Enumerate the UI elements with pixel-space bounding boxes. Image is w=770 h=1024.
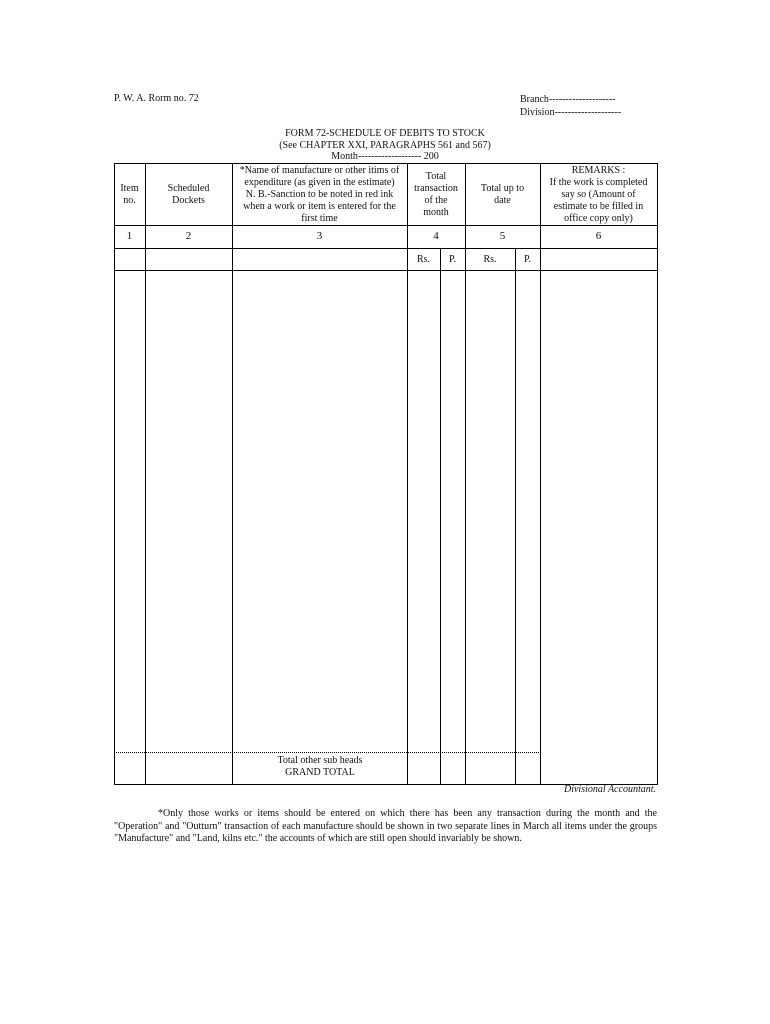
header-text: Item (120, 183, 139, 194)
header-text: Total up to (480, 183, 525, 194)
header-text: N. B.-Sanction to be noted in red ink (245, 189, 394, 200)
col-5-rupees-label: Rs. (483, 254, 497, 265)
form-number: P. W. A. Rorm no. 72 (114, 93, 199, 104)
col-number-1: 1 (126, 230, 133, 242)
units-row-line (114, 270, 658, 271)
header-text: say so (Amount of (561, 189, 636, 200)
col-number-6: 6 (595, 230, 602, 242)
footnote (114, 808, 657, 846)
header-text: first time (301, 213, 338, 224)
col-number-4: 4 (433, 230, 439, 242)
header-total-transaction (407, 171, 465, 219)
col-4-rs-p-divider (440, 248, 441, 785)
title-line-3: Month------------------- 200 (331, 151, 439, 162)
header-text: REMARKS : (571, 165, 626, 176)
header-item-no (114, 183, 145, 207)
header-remarks (540, 165, 657, 225)
header-text: *Name of manufacture or other itims of (239, 165, 400, 176)
title-line-2: (See CHAPTER XXI, PARAGRAPHS 561 and 567) (279, 139, 491, 151)
col-5-rs-p-divider (515, 248, 516, 785)
col-number-3: 3 (316, 230, 323, 242)
number-row-line (114, 248, 658, 249)
header-text: date (494, 195, 511, 206)
col-number-5: 5 (499, 230, 506, 242)
header-text: when a work or item is entered for the (243, 201, 396, 212)
totals-dotted-line (114, 752, 541, 753)
grand-total: GRAND TOTAL (285, 767, 355, 778)
header-text: Scheduled (167, 183, 210, 194)
col-divider-2 (232, 163, 233, 785)
header-name-of-manufacture (232, 165, 407, 225)
header-total-up-to-date (465, 183, 540, 207)
signature-label: Divisional Accountant. (563, 784, 656, 795)
col-4-rupees-label: Rs. (416, 254, 431, 265)
header-text: Total (425, 171, 447, 182)
header-scheduled-dockets (145, 183, 232, 207)
col-4-paise-label: P. (449, 254, 456, 265)
table-left-border (114, 163, 115, 785)
header-text: Dockets (172, 195, 205, 206)
header-text: If the work is completed (549, 177, 648, 188)
form-title (0, 128, 770, 163)
header-text: no. (123, 195, 136, 206)
header-text: office copy only) (564, 213, 633, 224)
header-text: estimate to be filled in (553, 201, 644, 212)
title-line-1: FORM 72-SCHEDULE OF DEBITS TO STOCK (285, 128, 485, 139)
branch-division-block (520, 93, 621, 119)
table-right-border (657, 163, 658, 785)
total-other-sub-heads: Total other sub heads (277, 755, 363, 766)
col-divider-1 (145, 163, 146, 785)
header-text: month (423, 207, 449, 218)
col-5-paise-label: P. (524, 254, 531, 265)
header-text: expenditure (as given in the estimate) (244, 177, 395, 188)
table-top-border (114, 163, 658, 164)
col-number-2: 2 (185, 230, 192, 242)
header-bottom-line (114, 225, 658, 226)
header-text: transaction (414, 183, 458, 194)
division-field: Division-------------------- (520, 107, 622, 118)
totals-label (232, 755, 408, 779)
header-text: of the (424, 195, 448, 206)
footnote-text: *Only those works or items should be entered on which there has been any transaction during the month and the "Operation" and "Outturn" transaction of each manufacture should be shown in two separate lines in March all items under the groups "Manufacture" and "Land, kilns etc." the accounts of which are still open should invariably be shown. (114, 808, 657, 844)
branch-field: Branch-------------------- (520, 94, 616, 105)
col-divider-5 (540, 163, 541, 785)
